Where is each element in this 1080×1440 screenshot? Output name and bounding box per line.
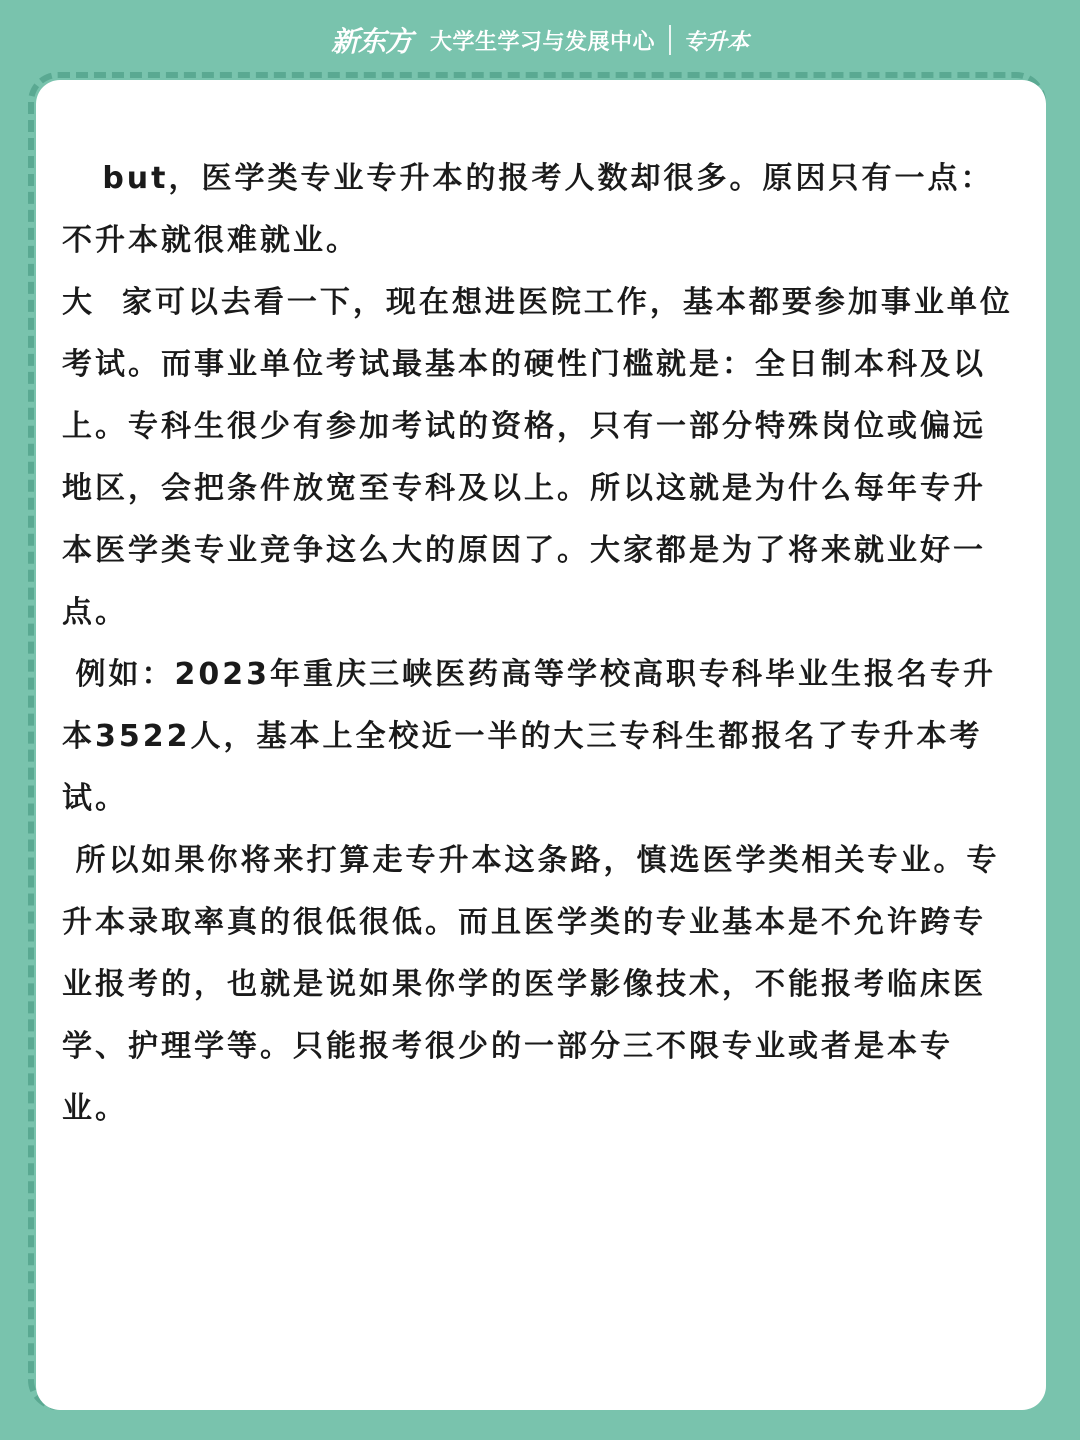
text-line: 例如：2023年重庆三峡医药高等学校高职专科毕业生报名专升 [62, 657, 996, 692]
header-divider [669, 25, 671, 55]
text-line: but，医学类专业专升本的报考人数却很多。原因只有一点： [62, 161, 994, 196]
article-body [62, 148, 1012, 1140]
text-line: 上。专科生很少有参加考试的资格，只有一部分特殊岗位或偏远 [62, 409, 986, 444]
brand-logo: 新东方 [330, 25, 412, 58]
text-line: 本医学类专业竞争这么大的原因了。大家都是为了将来就业好一 [62, 533, 986, 568]
text-line: 所以如果你将来打算走专升本这条路，慎选医学类相关专业。专 [62, 843, 1000, 878]
text-line: 本3522人，基本上全校近一半的大三专科生都报名了专升本考 [62, 719, 983, 754]
brand-center-name: 大学生学习与发展中心 [429, 29, 655, 55]
text-line: 大 家可以去看一下，现在想进医院工作，基本都要参加事业单位 [62, 285, 1013, 320]
text-line: 点。 [62, 595, 128, 630]
text-line: 试。 [62, 781, 128, 816]
text-line: 业报考的，也就是说如果你学的医学影像技术，不能报考临床医 [62, 967, 986, 1002]
header-bar [0, 0, 1080, 80]
text-line: 学、护理学等。只能报考很少的一部分三不限专业或者是本专 [62, 1029, 953, 1064]
brand-tag: 专升本 [683, 29, 750, 55]
text-line: 业。 [62, 1091, 128, 1126]
text-line: 地区，会把条件放宽至专科及以上。所以这就是为什么每年专升 [62, 471, 986, 506]
text-line: 不升本就很难就业。 [62, 223, 359, 258]
text-line: 升本录取率真的很低很低。而且医学类的专业基本是不允许跨专 [62, 905, 986, 940]
text-line: 考试。而事业单位考试最基本的硬性门槛就是：全日制本科及以 [62, 347, 986, 382]
